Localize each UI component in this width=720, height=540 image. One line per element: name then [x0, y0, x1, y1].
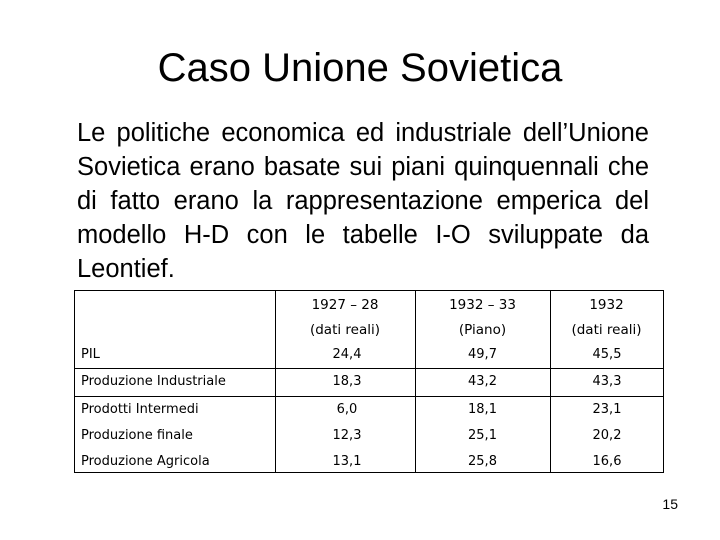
table-header-col-3 — [550, 293, 663, 343]
slide-title: Caso Unione Sovietica — [157, 46, 563, 90]
table-row-divider — [75, 396, 663, 397]
table-cell: 12,3 — [332, 428, 362, 443]
table-cell: 6,0 — [336, 402, 358, 417]
row-label: Produzione finale — [81, 428, 193, 443]
table-header-col-1 — [275, 293, 415, 343]
row-label: Prodotti Intermedi — [81, 402, 199, 417]
table-cell: 18,3 — [332, 374, 362, 389]
table-cell: 18,1 — [468, 402, 497, 417]
table-header-line: 1927 – 28 — [311, 297, 379, 313]
table-cell: 20,2 — [592, 428, 622, 443]
table-cell: 24,4 — [332, 347, 362, 362]
table-header-line: (dati reali) — [571, 322, 642, 338]
slide-body-text: Le politiche economica ed industriale dell’Unione Sovietica erano basate sui piani quinquennali che di fatto erano la rappresentazione emperica del modello H-D con le tabelle I-O sviluppate da Leontief. — [77, 119, 649, 283]
table-cell: 43,2 — [468, 374, 497, 389]
table-header-line: (dati reali) — [309, 322, 381, 338]
row-label: PIL — [81, 347, 100, 362]
page-number: 15 — [662, 496, 678, 512]
row-label: Produzione Industriale — [81, 374, 226, 389]
table-row-divider — [75, 368, 663, 369]
data-table — [74, 290, 664, 473]
table-cell: 45,5 — [592, 347, 622, 362]
table-header-line: (Piano) — [458, 322, 507, 338]
table-header-col-2 — [415, 293, 550, 343]
table-cell: 25,8 — [468, 454, 497, 469]
table-cell: 23,1 — [592, 402, 622, 417]
table-cell: 25,1 — [468, 428, 497, 443]
table-header-line: 1932 — [589, 297, 624, 313]
table-header-line: 1932 – 33 — [449, 297, 516, 313]
table-cell: 16,6 — [592, 454, 622, 469]
table-cell: 49,7 — [468, 347, 497, 362]
table-cell: 43,3 — [592, 374, 622, 389]
row-label: Produzione Agricola — [81, 454, 210, 469]
table-cell: 13,1 — [332, 454, 362, 469]
